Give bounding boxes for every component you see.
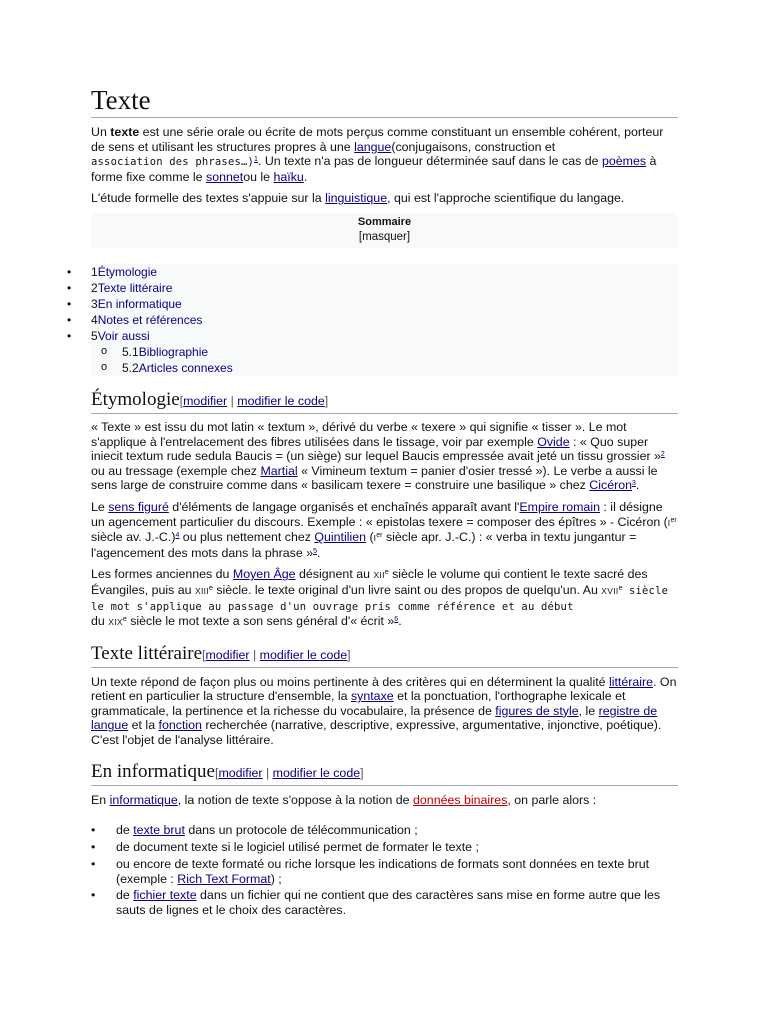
toc-toggle[interactable]: [masquer] bbox=[358, 230, 411, 243]
superscript: er bbox=[670, 516, 677, 524]
link-ciceron[interactable]: Cicéron bbox=[589, 478, 632, 493]
link-empire-romain[interactable]: Empire romain bbox=[519, 499, 600, 514]
text-run: « Texte » est issu du mot latin « textum », dérivé du verbe « texere » qui signifie « tisser ». Le mot s'applique à l'entrelacement des fibres utilisées dans le tissage, voir par exemple bbox=[91, 419, 627, 449]
link-sens-figure[interactable]: sens figuré bbox=[108, 499, 169, 514]
text-run: : il désigne un agencement particulier du discours. Exemple : « epistolas texere = composer des épîtres » - Cicéron ( bbox=[91, 499, 668, 529]
heading-text: Texte littéraire bbox=[91, 642, 203, 664]
toc-number: 5.2 bbox=[122, 360, 139, 375]
text-run: . bbox=[303, 169, 308, 184]
small-caps: XIX bbox=[108, 617, 123, 628]
small-caps: I bbox=[373, 533, 377, 544]
page-title: Texte bbox=[91, 84, 678, 118]
ref-4[interactable]: 4 bbox=[175, 532, 180, 540]
text-run: Un bbox=[91, 125, 111, 139]
text-run: de bbox=[116, 888, 134, 903]
toc-title: Sommaire bbox=[357, 215, 412, 228]
superscript: e bbox=[618, 584, 623, 592]
edit-source-button[interactable]: modifier le code bbox=[237, 393, 325, 408]
ref-5[interactable]: 5 bbox=[313, 547, 317, 555]
link-fichier-texte[interactable]: fichier texte bbox=[133, 888, 197, 903]
text-run: . On retient en particulier la structure d'ensemble, la bbox=[91, 674, 677, 704]
text-run: à forme fixe comme le bbox=[91, 154, 657, 184]
toc-header bbox=[91, 213, 678, 248]
edit-button[interactable]: modifier bbox=[205, 647, 250, 662]
informatique-list bbox=[91, 823, 678, 918]
text-run: En bbox=[91, 792, 110, 807]
toc-number: 1 bbox=[91, 264, 98, 279]
text-run: siècle apr. J.-C.) : « verba in textu jungantur = l'agencement des mots dans la phrase » bbox=[91, 530, 637, 560]
section-heading-texte-litteraire bbox=[91, 643, 678, 668]
heading-text: Étymologie bbox=[91, 388, 180, 410]
edit-button[interactable]: modifier bbox=[183, 393, 228, 408]
text-run: Le bbox=[91, 499, 109, 514]
toc-item[interactable] bbox=[91, 264, 678, 280]
text-run: ou au tressage (exemple chez bbox=[91, 463, 261, 478]
text-run: de bbox=[116, 823, 134, 838]
link-poemes[interactable]: poèmes bbox=[601, 154, 647, 169]
toc-link-articles-connexes[interactable]: Articles connexes bbox=[138, 360, 233, 375]
etymologie-paragraph-3 bbox=[91, 567, 678, 629]
superscript: e bbox=[122, 616, 127, 624]
small-caps: XII bbox=[373, 570, 385, 581]
separator: | bbox=[249, 647, 260, 662]
link-registre-de-langue[interactable]: registre de langue bbox=[91, 703, 658, 733]
article bbox=[91, 84, 678, 918]
intro-paragraph-1 bbox=[91, 125, 678, 184]
edit-source-button[interactable]: modifier le code bbox=[272, 765, 361, 780]
link-haiku[interactable]: haïku bbox=[273, 169, 304, 184]
link-sonnet[interactable]: sonnet bbox=[206, 169, 244, 184]
toc-number: 5 bbox=[91, 328, 98, 343]
list-item: • de document texte si le logiciel utilisé permet de formater le texte ; bbox=[91, 840, 678, 855]
text-run: (conjugaisons, construction et bbox=[391, 139, 556, 154]
toc-item[interactable] bbox=[91, 328, 678, 344]
bracket: [ bbox=[215, 765, 219, 780]
bracket: ] bbox=[324, 393, 329, 408]
text-run: . bbox=[317, 545, 321, 560]
bold-term: texte bbox=[110, 125, 140, 139]
text-run: . bbox=[398, 614, 402, 629]
text-run: siècle le volume qui contient le texte sacré des Évangiles, puis au bbox=[91, 567, 648, 597]
edit-source-button[interactable]: modifier le code bbox=[259, 647, 348, 662]
text-run: Un texte répond de façon plus ou moins pertinente à des critères qui en déterminent la qualité bbox=[91, 674, 609, 689]
toc-item[interactable] bbox=[91, 280, 678, 296]
bracket: ] bbox=[360, 765, 364, 780]
ref-2[interactable]: 2 bbox=[660, 451, 665, 459]
link-fonction[interactable]: fonction bbox=[158, 718, 202, 733]
text-run: d'éléments de langage organisés et enchaînés apparaît avant l' bbox=[168, 499, 520, 514]
toc-number: 4 bbox=[91, 312, 98, 327]
mono-text: siècle le mot s'applique au passage d'un ouvrage pris comme référence et au début bbox=[91, 584, 669, 613]
separator: | bbox=[227, 393, 238, 408]
edit-links bbox=[202, 648, 351, 662]
link-informatique[interactable]: informatique bbox=[109, 792, 178, 807]
text-run: ou le bbox=[243, 169, 274, 184]
mono-text: association des phrases…) bbox=[91, 156, 255, 169]
toc-link-notes[interactable]: Notes et références bbox=[97, 312, 203, 327]
list-item bbox=[91, 823, 678, 838]
text-run: , le bbox=[578, 703, 599, 718]
edit-links bbox=[215, 766, 364, 780]
bracket: [ bbox=[202, 647, 206, 662]
ref-3[interactable]: 3 bbox=[632, 480, 636, 488]
text-run: . Un texte n'a pas de longueur déterminée sauf dans le cas de bbox=[257, 154, 602, 169]
link-langue[interactable]: langue bbox=[354, 139, 392, 154]
etymologie-paragraph-1 bbox=[91, 420, 678, 493]
section-heading-informatique bbox=[91, 761, 678, 786]
text-run: est une série orale ou écrite de mots perçus comme constituant un ensemble cohérent, porteur de sens et utilisant les structures propres à une bbox=[91, 125, 664, 154]
informatique-paragraph bbox=[91, 793, 678, 808]
link-ovide[interactable]: Ovide bbox=[537, 434, 570, 449]
text-run: recherchée (narrative, descriptive, expressive, argumentative, injonctive, poétique). C'est l'objet de l'analyse littéraire. bbox=[91, 718, 662, 748]
toc-subitem[interactable] bbox=[91, 344, 678, 360]
superscript: e bbox=[208, 584, 213, 592]
link-texte-brut[interactable]: texte brut bbox=[133, 823, 185, 838]
toc-link-bibliographie[interactable]: Bibliographie bbox=[138, 344, 209, 359]
heading-text: En informatique bbox=[91, 760, 215, 782]
text-run: dans un protocole de télécommunication ; bbox=[184, 823, 418, 838]
text-run: ) ; bbox=[270, 871, 282, 886]
text-run: et la bbox=[128, 718, 159, 733]
link-martial[interactable]: Martial bbox=[260, 463, 298, 478]
toc-link-texte-litteraire[interactable]: Texte littéraire bbox=[97, 280, 173, 295]
toc-item[interactable] bbox=[91, 296, 678, 312]
superscript: er bbox=[376, 532, 383, 540]
link-rich-text-format[interactable]: Rich Text Format bbox=[177, 871, 271, 886]
edit-button[interactable]: modifier bbox=[218, 765, 263, 780]
toc-item[interactable] bbox=[91, 312, 678, 328]
text-run: , on parle alors : bbox=[507, 792, 597, 807]
text-run: , la notion de texte s'oppose à la notion de bbox=[177, 792, 414, 807]
small-caps: I bbox=[667, 517, 671, 528]
text-run: , qui est l'approche scientifique du langage. bbox=[387, 191, 625, 206]
text-run: et la ponctuation, l'orthographe lexicale et grammaticale, la pertinence et la richesse du vocabulaire, la présence de bbox=[91, 689, 626, 718]
text-run: désignent au bbox=[295, 567, 374, 582]
text-run: « Vimineum textum = panier d'osier tressé »). Le verbe a aussi le sens large de construire comme dans « basilicam texere = construire une basilique » chez bbox=[91, 463, 658, 493]
text-run: du bbox=[91, 614, 109, 629]
toc-subitem[interactable] bbox=[91, 360, 678, 376]
litteraire-paragraph bbox=[91, 675, 678, 748]
intro-paragraph-2 bbox=[91, 191, 678, 206]
text-run: ( bbox=[366, 530, 374, 545]
toc-list bbox=[91, 264, 678, 376]
link-figures-de-style[interactable]: figures de style bbox=[495, 703, 579, 718]
text-run: ou plus nettement chez bbox=[179, 530, 315, 545]
link-syntaxe[interactable]: syntaxe bbox=[350, 689, 394, 704]
text-run: dans un fichier qui ne contient que des caractères sans mise en forme autre que les sauts de lignes et le choix des caractères. bbox=[116, 888, 661, 918]
toc-link-etymologie[interactable]: Étymologie bbox=[97, 264, 158, 279]
bracket: ] bbox=[347, 647, 351, 662]
text-run: : « Quo super iniecit textum rude sedula Baucis = (un siège) sur lequel Baucis empressée avait jeté un tissu grossier » bbox=[91, 434, 661, 464]
text-run: L'étude formelle des textes s'appuie sur la bbox=[91, 191, 326, 206]
link-litteraire[interactable]: littéraire bbox=[608, 674, 654, 689]
link-linguistique[interactable]: linguistique bbox=[325, 191, 388, 206]
separator: | bbox=[262, 765, 273, 780]
toc-link-informatique[interactable]: En informatique bbox=[97, 296, 182, 311]
toc-link-voir-aussi[interactable]: Voir aussi bbox=[97, 328, 150, 343]
small-caps: XVII bbox=[601, 585, 619, 596]
text-run: siècle. le texte original d'un livre saint ou des propos de quelqu'un. Au bbox=[212, 582, 602, 597]
link-quintilien[interactable]: Quintilien bbox=[314, 530, 367, 545]
list-item bbox=[91, 857, 678, 887]
list-item bbox=[91, 888, 678, 918]
link-moyen-age[interactable]: Moyen Âge bbox=[232, 567, 296, 582]
ref-1[interactable]: 1 bbox=[254, 156, 258, 164]
edit-links bbox=[180, 394, 329, 408]
ref-6[interactable]: 6 bbox=[394, 616, 399, 624]
text-run: Les formes anciennes du bbox=[91, 567, 233, 582]
text-run: ou encore de texte formaté ou riche lorsque les indications de formats sont données en texte brut (exemple : bbox=[116, 856, 650, 886]
small-caps: XIII bbox=[195, 585, 209, 596]
superscript: e bbox=[384, 569, 389, 577]
toc-number: 3 bbox=[91, 296, 98, 311]
text-run: siècle av. J.-C.) bbox=[91, 530, 176, 545]
link-donnees-binaires[interactable]: données binaires bbox=[413, 792, 508, 807]
section-heading-etymologie bbox=[91, 389, 678, 414]
bracket: [ bbox=[179, 393, 184, 408]
text-run: . bbox=[635, 478, 640, 493]
text-run: siècle le mot texte a son sens général d'« écrit » bbox=[126, 614, 395, 629]
toc-number: 5.1 bbox=[122, 344, 139, 359]
toc-number: 2 bbox=[91, 280, 98, 295]
etymologie-paragraph-2 bbox=[91, 500, 678, 560]
